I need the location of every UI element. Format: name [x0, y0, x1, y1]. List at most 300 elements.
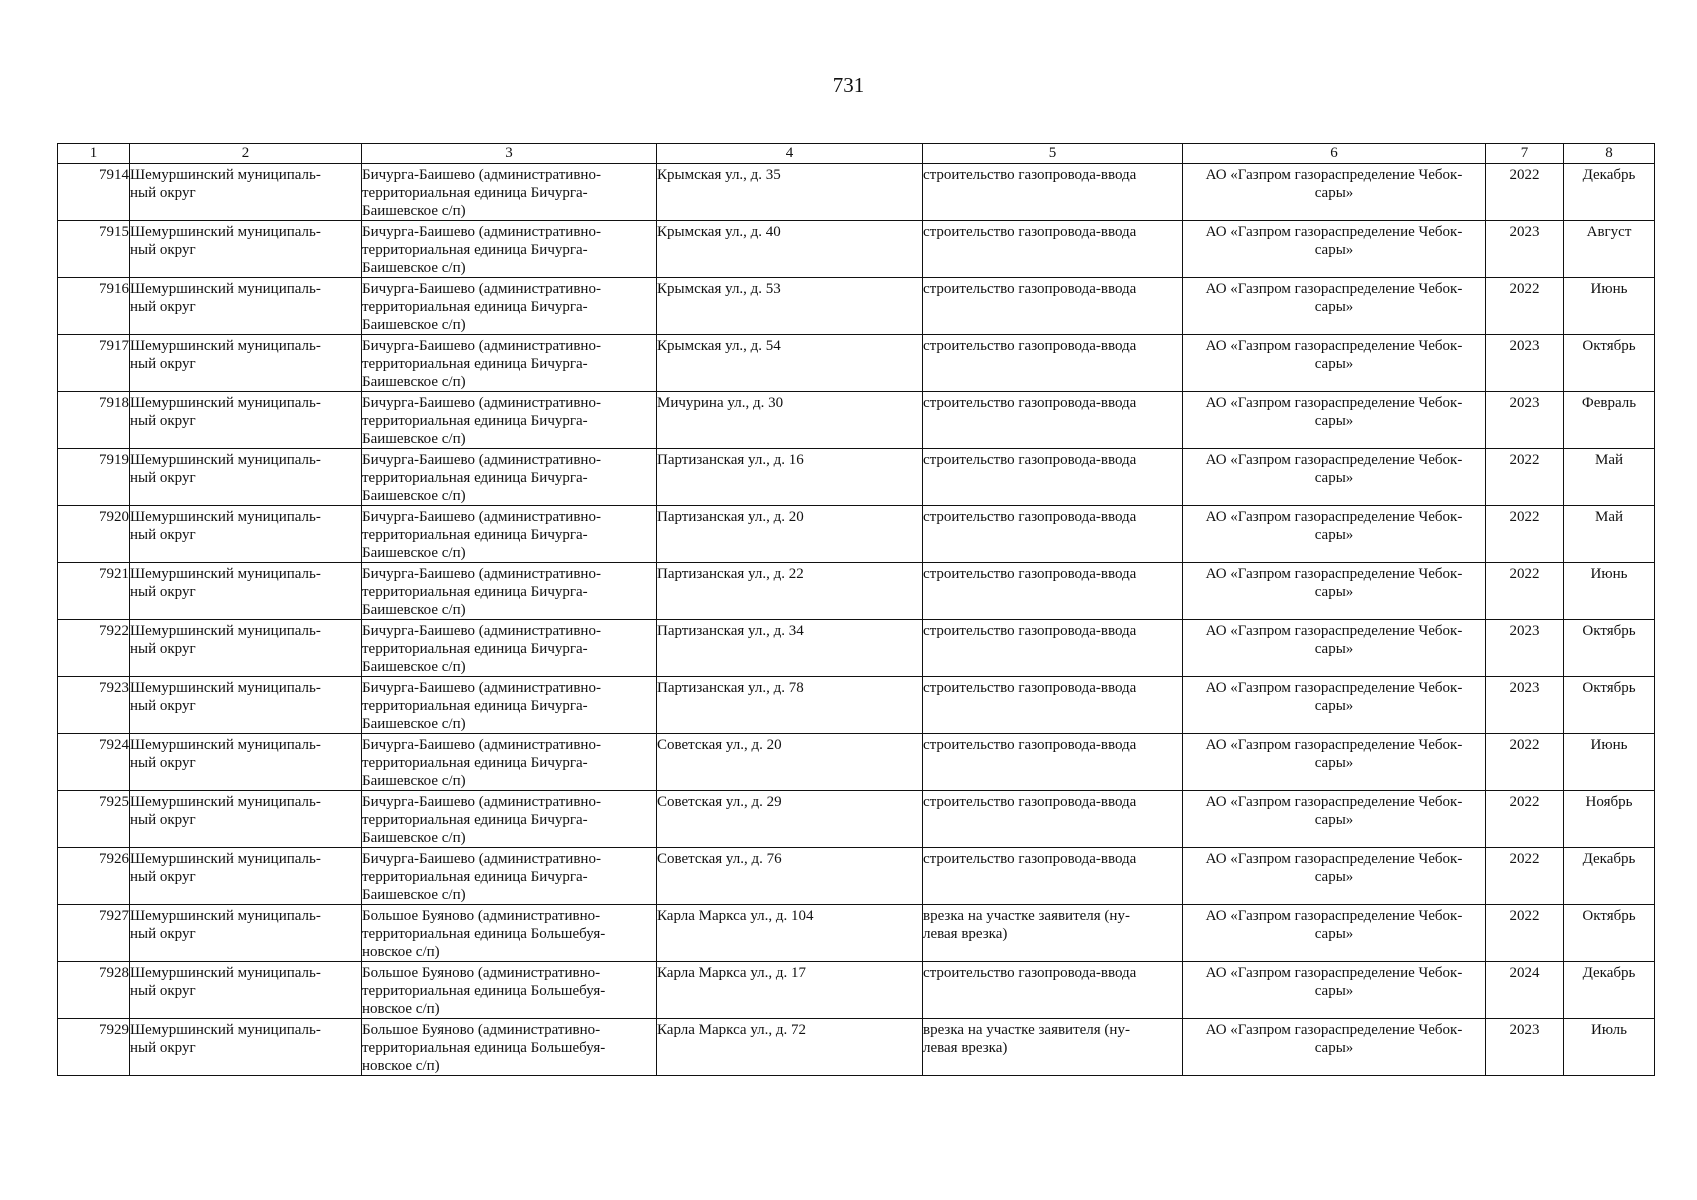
organization-line: сары» [1314, 698, 1354, 714]
organization-cell [1183, 506, 1486, 563]
locality-line: Бичурга-Баишево (административно- [362, 794, 601, 810]
month-text: Февраль [1581, 395, 1637, 411]
year-cell [1486, 962, 1564, 1019]
district-line: ный округ [130, 755, 196, 771]
locality-line: Бичурга-Баишево (административно- [362, 224, 601, 240]
district-cell [130, 221, 362, 278]
month-cell [1564, 677, 1655, 734]
month-cell [1564, 1019, 1655, 1076]
locality-line: территориальная единица Большебуя- [362, 1040, 606, 1056]
district-line: Шемуршинский муниципаль- [130, 281, 321, 297]
address-cell [657, 791, 923, 848]
locality-cell [362, 278, 657, 335]
row-number-cell [58, 335, 130, 392]
work-type-cell [923, 1019, 1183, 1076]
work-type-line: строительство газопровода-ввода [923, 395, 1137, 411]
locality-line: территориальная единица Бичурга- [362, 299, 588, 315]
organization-line: сары» [1314, 299, 1354, 315]
district-line: ный округ [130, 1040, 196, 1056]
work-type-cell [923, 449, 1183, 506]
year-cell [1486, 905, 1564, 962]
organization-line: АО «Газпром газораспределение Чебок- [1205, 737, 1463, 753]
month-text: Июнь [1590, 566, 1628, 582]
locality-line: Бичурга-Баишево (административно- [362, 509, 601, 525]
district-cell [130, 563, 362, 620]
work-type-cell [923, 905, 1183, 962]
organization-line: АО «Газпром газораспределение Чебок- [1205, 509, 1463, 525]
locality-line: территориальная единица Бичурга- [362, 185, 588, 201]
month-text: Ноябрь [1585, 794, 1633, 810]
work-type-line: строительство газопровода-ввода [923, 566, 1137, 582]
month-text: Май [1594, 509, 1624, 525]
work-type-line: строительство газопровода-ввода [923, 509, 1137, 525]
locality-cell [362, 734, 657, 791]
work-type-cell [923, 335, 1183, 392]
table-row [58, 905, 1655, 962]
locality-line: территориальная единица Бичурга- [362, 470, 588, 486]
work-type-line: строительство газопровода-ввода [923, 338, 1137, 354]
column-header: 8 [1564, 144, 1655, 164]
district-line: ный округ [130, 641, 196, 657]
district-line: ный округ [130, 926, 196, 942]
organization-cell [1183, 278, 1486, 335]
district-cell [130, 278, 362, 335]
year-text: 2022 [1509, 167, 1540, 183]
table-row [58, 392, 1655, 449]
organization-cell [1183, 164, 1486, 221]
row-number: 7924 [99, 737, 129, 753]
row-number: 7927 [99, 908, 129, 924]
organization-line: АО «Газпром газораспределение Чебок- [1205, 680, 1463, 696]
work-type-cell [923, 734, 1183, 791]
year-cell [1486, 1019, 1564, 1076]
district-cell [130, 392, 362, 449]
district-line: Шемуршинский муниципаль- [130, 1022, 321, 1038]
work-type-cell [923, 677, 1183, 734]
row-number-cell [58, 392, 130, 449]
address-cell [657, 278, 923, 335]
month-cell [1564, 335, 1655, 392]
column-header: 5 [923, 144, 1183, 164]
locality-line: Баишевское с/п) [362, 602, 466, 618]
year-cell [1486, 506, 1564, 563]
locality-line: территориальная единица Бичурга- [362, 869, 588, 885]
year-cell [1486, 734, 1564, 791]
locality-line: Бичурга-Баишево (административно- [362, 452, 601, 468]
address-text: Карла Маркса ул., д. 72 [657, 1022, 807, 1038]
year-text: 2022 [1509, 851, 1540, 867]
work-type-line: строительство газопровода-ввода [923, 851, 1137, 867]
month-text: Декабрь [1582, 167, 1636, 183]
organization-cell [1183, 335, 1486, 392]
month-cell [1564, 506, 1655, 563]
row-number-cell [58, 164, 130, 221]
table-row [58, 1019, 1655, 1076]
organization-line: АО «Газпром газораспределение Чебок- [1205, 566, 1463, 582]
year-text: 2023 [1509, 1022, 1540, 1038]
year-cell [1486, 278, 1564, 335]
locality-line: Баишевское с/п) [362, 374, 466, 390]
month-text: Октябрь [1582, 338, 1636, 354]
work-type-line: строительство газопровода-ввода [923, 794, 1137, 810]
month-cell [1564, 221, 1655, 278]
organization-line: АО «Газпром газораспределение Чебок- [1205, 338, 1463, 354]
work-type-line: строительство газопровода-ввода [923, 224, 1137, 240]
registry-table [57, 143, 1655, 1076]
locality-line: Бичурга-Баишево (административно- [362, 737, 601, 753]
district-cell [130, 506, 362, 563]
work-type-cell [923, 221, 1183, 278]
table-row [58, 848, 1655, 905]
year-text: 2022 [1509, 794, 1540, 810]
locality-line: Баишевское с/п) [362, 431, 466, 447]
locality-cell [362, 506, 657, 563]
row-number: 7923 [99, 680, 129, 696]
locality-line: Баишевское с/п) [362, 830, 466, 846]
district-cell [130, 620, 362, 677]
row-number: 7917 [99, 338, 129, 354]
address-text: Партизанская ул., д. 34 [657, 623, 804, 639]
row-number-cell [58, 563, 130, 620]
organization-cell [1183, 1019, 1486, 1076]
year-text: 2023 [1509, 338, 1540, 354]
district-line: ный округ [130, 470, 196, 486]
district-cell [130, 164, 362, 221]
address-cell [657, 164, 923, 221]
work-type-cell [923, 962, 1183, 1019]
address-text: Карла Маркса ул., д. 104 [657, 908, 814, 924]
locality-line: Бичурга-Баишево (административно- [362, 395, 601, 411]
work-type-line: врезка на участке заявителя (ну- [923, 1022, 1130, 1038]
address-text: Мичурина ул., д. 30 [657, 395, 784, 411]
locality-line: Баишевское с/п) [362, 203, 466, 219]
address-text: Карла Маркса ул., д. 17 [657, 965, 807, 981]
locality-line: территориальная единица Бичурга- [362, 698, 588, 714]
table-row [58, 734, 1655, 791]
organization-cell [1183, 848, 1486, 905]
locality-cell [362, 620, 657, 677]
district-line: Шемуршинский муниципаль- [130, 167, 321, 183]
address-text: Крымская ул., д. 54 [657, 338, 781, 354]
address-text: Советская ул., д. 29 [657, 794, 782, 810]
table-row [58, 221, 1655, 278]
district-cell [130, 1019, 362, 1076]
locality-line: новское с/п) [362, 944, 440, 960]
work-type-line: строительство газопровода-ввода [923, 680, 1137, 696]
organization-cell [1183, 449, 1486, 506]
table-row [58, 506, 1655, 563]
organization-line: сары» [1314, 185, 1354, 201]
address-cell [657, 848, 923, 905]
district-cell [130, 449, 362, 506]
row-number-cell [58, 506, 130, 563]
table-row [58, 962, 1655, 1019]
district-line: ный округ [130, 356, 196, 372]
row-number-cell [58, 962, 130, 1019]
district-cell [130, 962, 362, 1019]
organization-cell [1183, 392, 1486, 449]
month-text: Декабрь [1582, 851, 1636, 867]
row-number-cell [58, 620, 130, 677]
year-text: 2022 [1509, 737, 1540, 753]
district-line: ный округ [130, 983, 196, 999]
column-header: 2 [130, 144, 362, 164]
row-number: 7916 [99, 281, 129, 297]
district-line: Шемуршинский муниципаль- [130, 224, 321, 240]
address-cell [657, 905, 923, 962]
district-line: ный округ [130, 413, 196, 429]
organization-line: АО «Газпром газораспределение Чебок- [1205, 281, 1463, 297]
year-text: 2023 [1509, 395, 1540, 411]
locality-line: Бичурга-Баишево (административно- [362, 281, 601, 297]
organization-line: АО «Газпром газораспределение Чебок- [1205, 965, 1463, 981]
address-cell [657, 734, 923, 791]
work-type-cell [923, 620, 1183, 677]
work-type-cell [923, 506, 1183, 563]
district-line: ный округ [130, 299, 196, 315]
table-row [58, 563, 1655, 620]
year-text: 2023 [1509, 680, 1540, 696]
month-cell [1564, 734, 1655, 791]
table-header-row [58, 144, 1655, 164]
address-cell [657, 677, 923, 734]
column-header: 7 [1486, 144, 1564, 164]
organization-line: сары» [1314, 812, 1354, 828]
district-line: Шемуршинский муниципаль- [130, 908, 321, 924]
address-text: Партизанская ул., д. 22 [657, 566, 804, 582]
address-text: Крымская ул., д. 35 [657, 167, 781, 183]
district-line: ный округ [130, 812, 196, 828]
organization-line: АО «Газпром газораспределение Чебок- [1205, 623, 1463, 639]
month-cell [1564, 620, 1655, 677]
month-text: Октябрь [1582, 623, 1636, 639]
locality-line: территориальная единица Бичурга- [362, 812, 588, 828]
row-number-cell [58, 848, 130, 905]
year-cell [1486, 335, 1564, 392]
year-cell [1486, 392, 1564, 449]
locality-line: территориальная единица Бичурга- [362, 755, 588, 771]
locality-cell [362, 392, 657, 449]
work-type-cell [923, 791, 1183, 848]
organization-line: сары» [1314, 413, 1354, 429]
organization-line: АО «Газпром газораспределение Чебок- [1205, 794, 1463, 810]
locality-cell [362, 449, 657, 506]
organization-line: АО «Газпром газораспределение Чебок- [1205, 224, 1463, 240]
table-row [58, 791, 1655, 848]
organization-line: сары» [1314, 527, 1354, 543]
work-type-line: строительство газопровода-ввода [923, 965, 1137, 981]
district-line: Шемуршинский муниципаль- [130, 395, 321, 411]
row-number: 7914 [99, 167, 129, 183]
organization-cell [1183, 677, 1486, 734]
year-text: 2022 [1509, 281, 1540, 297]
locality-line: территориальная единица Бичурга- [362, 413, 588, 429]
organization-cell [1183, 221, 1486, 278]
locality-line: Большое Буяново (административно- [362, 1022, 601, 1038]
district-line: Шемуршинский муниципаль- [130, 566, 321, 582]
organization-line: сары» [1314, 641, 1354, 657]
row-number-cell [58, 1019, 130, 1076]
organization-line: сары» [1314, 755, 1354, 771]
year-text: 2023 [1509, 224, 1540, 240]
locality-line: Бичурга-Баишево (административно- [362, 167, 601, 183]
row-number: 7926 [99, 851, 129, 867]
organization-line: сары» [1314, 926, 1354, 942]
district-line: Шемуршинский муниципаль- [130, 623, 321, 639]
work-type-line: строительство газопровода-ввода [923, 623, 1137, 639]
locality-line: Бичурга-Баишево (административно- [362, 623, 601, 639]
locality-line: территориальная единица Большебуя- [362, 926, 606, 942]
address-cell [657, 221, 923, 278]
row-number-cell [58, 791, 130, 848]
district-cell [130, 848, 362, 905]
row-number: 7920 [99, 509, 129, 525]
locality-line: территориальная единица Бичурга- [362, 356, 588, 372]
month-text: Октябрь [1582, 680, 1636, 696]
organization-cell [1183, 962, 1486, 1019]
address-text: Крымская ул., д. 40 [657, 224, 781, 240]
row-number-cell [58, 734, 130, 791]
month-cell [1564, 962, 1655, 1019]
address-cell [657, 335, 923, 392]
district-line: ный округ [130, 698, 196, 714]
locality-line: территориальная единица Бичурга- [362, 242, 588, 258]
year-cell [1486, 848, 1564, 905]
locality-line: Баишевское с/п) [362, 260, 466, 276]
year-cell [1486, 164, 1564, 221]
work-type-line: левая врезка) [923, 926, 1008, 942]
district-line: Шемуршинский муниципаль- [130, 851, 321, 867]
year-text: 2022 [1509, 908, 1540, 924]
month-cell [1564, 905, 1655, 962]
month-cell [1564, 563, 1655, 620]
address-text: Партизанская ул., д. 78 [657, 680, 804, 696]
organization-cell [1183, 734, 1486, 791]
row-number-cell [58, 278, 130, 335]
month-cell [1564, 791, 1655, 848]
organization-line: сары» [1314, 242, 1354, 258]
district-line: Шемуршинский муниципаль- [130, 965, 321, 981]
row-number: 7915 [99, 224, 129, 240]
address-text: Крымская ул., д. 53 [657, 281, 781, 297]
row-number: 7921 [99, 566, 129, 582]
year-text: 2022 [1509, 452, 1540, 468]
locality-line: новское с/п) [362, 1001, 440, 1017]
organization-line: АО «Газпром газораспределение Чебок- [1205, 167, 1463, 183]
organization-line: сары» [1314, 356, 1354, 372]
organization-cell [1183, 563, 1486, 620]
address-cell [657, 620, 923, 677]
row-number: 7925 [99, 794, 129, 810]
locality-line: Бичурга-Баишево (административно- [362, 680, 601, 696]
locality-line: Баишевское с/п) [362, 773, 466, 789]
year-cell [1486, 563, 1564, 620]
row-number: 7922 [99, 623, 129, 639]
locality-line: Большое Буяново (административно- [362, 908, 601, 924]
year-text: 2024 [1509, 965, 1540, 981]
address-cell [657, 962, 923, 1019]
month-text: Июль [1591, 1022, 1627, 1038]
locality-line: Баишевское с/п) [362, 659, 466, 675]
year-text: 2022 [1509, 509, 1540, 525]
organization-line: АО «Газпром газораспределение Чебок- [1205, 908, 1463, 924]
work-type-cell [923, 164, 1183, 221]
work-type-line: строительство газопровода-ввода [923, 737, 1137, 753]
month-text: Июнь [1590, 281, 1628, 297]
locality-line: Бичурга-Баишево (административно- [362, 338, 601, 354]
district-line: Шемуршинский муниципаль- [130, 680, 321, 696]
address-cell [657, 1019, 923, 1076]
district-cell [130, 791, 362, 848]
year-cell [1486, 221, 1564, 278]
work-type-line: левая врезка) [923, 1040, 1008, 1056]
district-line: ный округ [130, 185, 196, 201]
table-row [58, 335, 1655, 392]
work-type-line: строительство газопровода-ввода [923, 281, 1137, 297]
locality-line: территориальная единица Бичурга- [362, 641, 588, 657]
district-line: ный округ [130, 527, 196, 543]
work-type-cell [923, 278, 1183, 335]
work-type-cell [923, 848, 1183, 905]
page-number: 731 [832, 73, 865, 97]
locality-line: Большое Буяново (административно- [362, 965, 601, 981]
locality-line: территориальная единица Бичурга- [362, 584, 588, 600]
month-cell [1564, 164, 1655, 221]
organization-line: сары» [1314, 983, 1354, 999]
organization-line: АО «Газпром газораспределение Чебок- [1205, 851, 1463, 867]
address-cell [657, 449, 923, 506]
month-text: Октябрь [1582, 908, 1636, 924]
locality-cell [362, 791, 657, 848]
locality-cell [362, 164, 657, 221]
table-row [58, 449, 1655, 506]
organization-line: сары» [1314, 584, 1354, 600]
organization-cell [1183, 620, 1486, 677]
month-cell [1564, 278, 1655, 335]
work-type-cell [923, 392, 1183, 449]
district-cell [130, 905, 362, 962]
organization-line: АО «Газпром газораспределение Чебок- [1205, 452, 1463, 468]
organization-line: сары» [1314, 869, 1354, 885]
district-cell [130, 734, 362, 791]
year-text: 2023 [1509, 623, 1540, 639]
table-row [58, 620, 1655, 677]
month-text: Декабрь [1582, 965, 1636, 981]
column-header: 6 [1183, 144, 1486, 164]
row-number: 7928 [99, 965, 129, 981]
row-number: 7919 [99, 452, 129, 468]
locality-line: Баишевское с/п) [362, 545, 466, 561]
organization-line: АО «Газпром газораспределение Чебок- [1205, 1022, 1463, 1038]
row-number-cell [58, 677, 130, 734]
organization-cell [1183, 905, 1486, 962]
address-text: Партизанская ул., д. 20 [657, 509, 804, 525]
row-number: 7918 [99, 395, 129, 411]
locality-cell [362, 563, 657, 620]
locality-cell [362, 677, 657, 734]
row-number-cell [58, 905, 130, 962]
locality-line: Баишевское с/п) [362, 317, 466, 333]
month-cell [1564, 392, 1655, 449]
district-line: Шемуршинский муниципаль- [130, 509, 321, 525]
district-line: ный округ [130, 584, 196, 600]
district-cell [130, 677, 362, 734]
year-cell [1486, 620, 1564, 677]
address-cell [657, 392, 923, 449]
locality-line: территориальная единица Бичурга- [362, 527, 588, 543]
month-cell [1564, 848, 1655, 905]
address-text: Партизанская ул., д. 16 [657, 452, 804, 468]
